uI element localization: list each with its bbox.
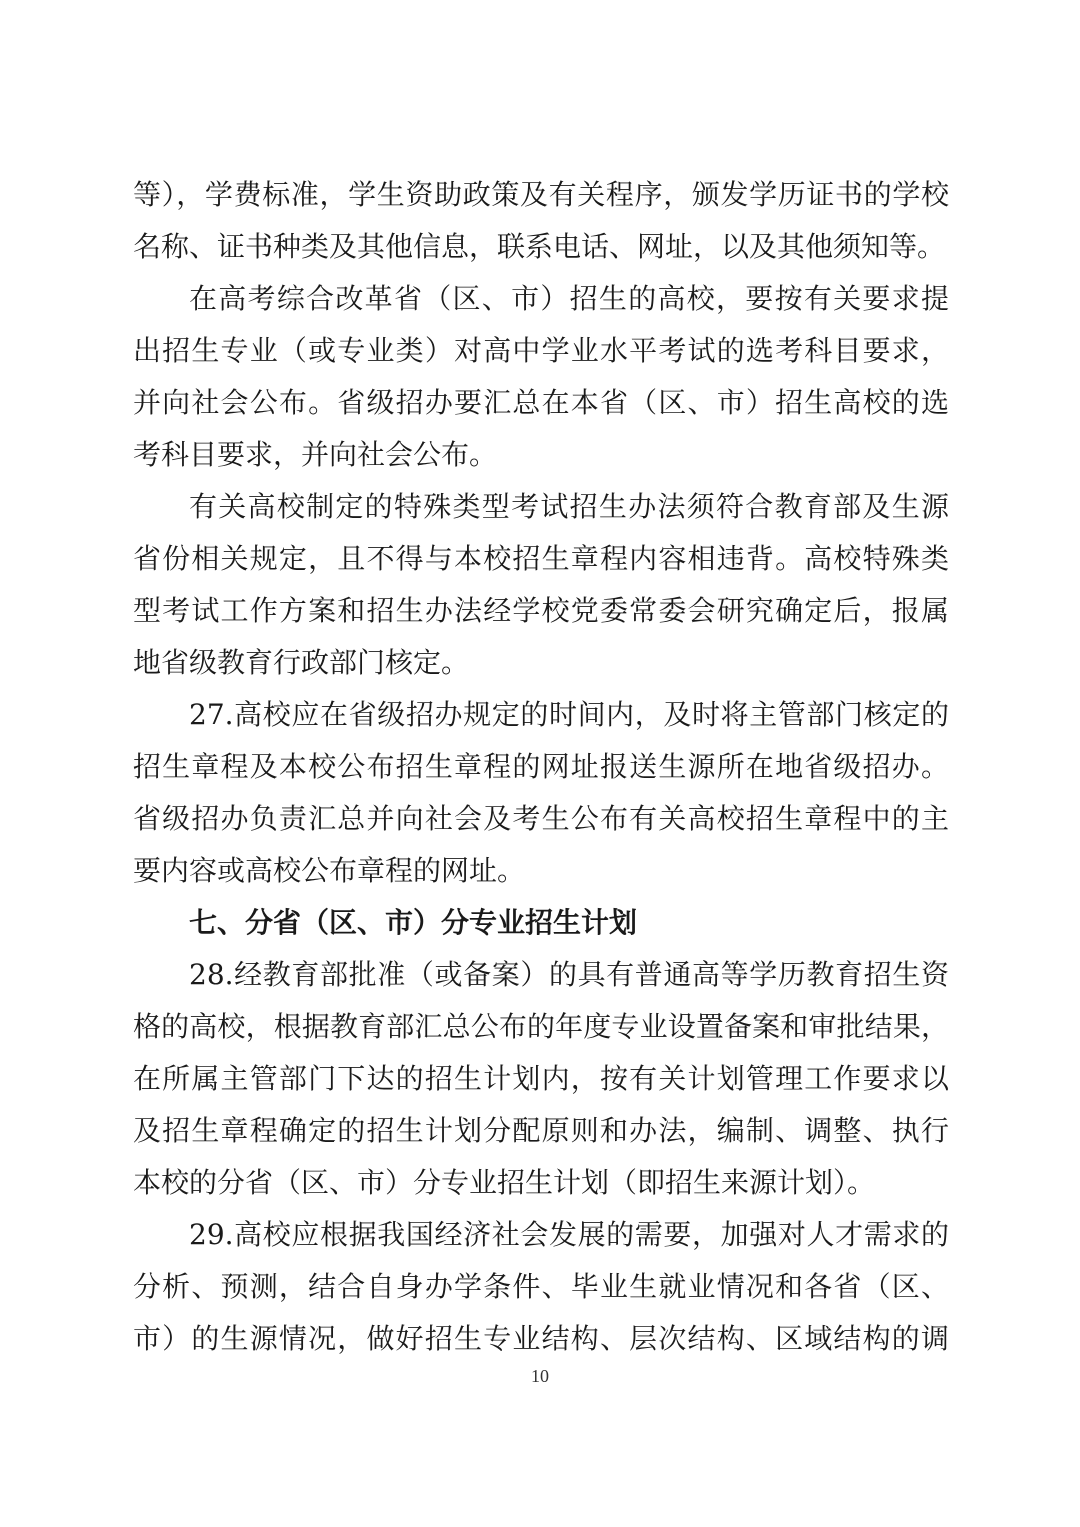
text-line: 等），学费标准，学生资助政策及有关程序，颁发学历证书的学校 (133, 178, 949, 211)
text-line: 地省级教育行政部门核定。 (133, 646, 470, 679)
text-line: 27.高校应在省级招办规定的时间内，及时将主管部门核定的 (189, 698, 949, 731)
text-line: 省级招办负责汇总并向社会及考生公布有关高校招生章程中的主 (133, 802, 949, 835)
text-line: 有关高校制定的特殊类型考试招生办法须符合教育部及生源 (189, 490, 949, 523)
text-line: 市）的生源情况，做好招生专业结构、层次结构、区域结构的调 (133, 1322, 949, 1355)
text-line: 省份相关规定，且不得与本校招生章程内容相违背。高校特殊类 (133, 542, 949, 575)
text-line: 考科目要求，并向社会公布。 (133, 438, 498, 471)
page-number: 10 (531, 1366, 549, 1386)
text-line: 及招生章程确定的招生计划分配原则和办法，编制、调整、执行 (133, 1114, 949, 1147)
text-line: 在高考综合改革省（区、市）招生的高校，要按有关要求提 (189, 282, 949, 315)
text-line: 在所属主管部门下达的招生计划内，按有关计划管理工作要求以 (133, 1062, 949, 1095)
text-line: 28.经教育部批准（或备案）的具有普通高等学历教育招生资 (189, 958, 949, 991)
text-line: 并向社会公布。省级招办要汇总在本省（区、市）招生高校的选 (133, 386, 949, 419)
text-line: 招生章程及本校公布招生章程的网址报送生源所在地省级招办。 (133, 750, 949, 783)
text-line: 出招生专业（或专业类）对高中学业水平考试的选考科目要求， (133, 334, 949, 367)
section-heading: 七、分省（区、市）分专业招生计划 (189, 906, 638, 939)
text-line: 名称、证书种类及其他信息，联系电话、网址，以及其他须知等。 (133, 230, 946, 263)
text-line: 本校的分省（区、市）分专业招生计划（即招生来源计划）。 (133, 1166, 876, 1199)
text-line: 29.高校应根据我国经济社会发展的需要，加强对人才需求的 (189, 1218, 949, 1251)
text-line: 分析、预测，结合自身办学条件、毕业生就业情况和各省（区、 (133, 1270, 949, 1303)
text-line: 要内容或高校公布章程的网址。 (133, 854, 526, 887)
text-line: 型考试工作方案和招生办法经学校党委常委会研究确定后，报属 (133, 594, 949, 627)
text-line: 格的高校，根据教育部汇总公布的年度专业设置备案和审批结果， (133, 1010, 949, 1043)
